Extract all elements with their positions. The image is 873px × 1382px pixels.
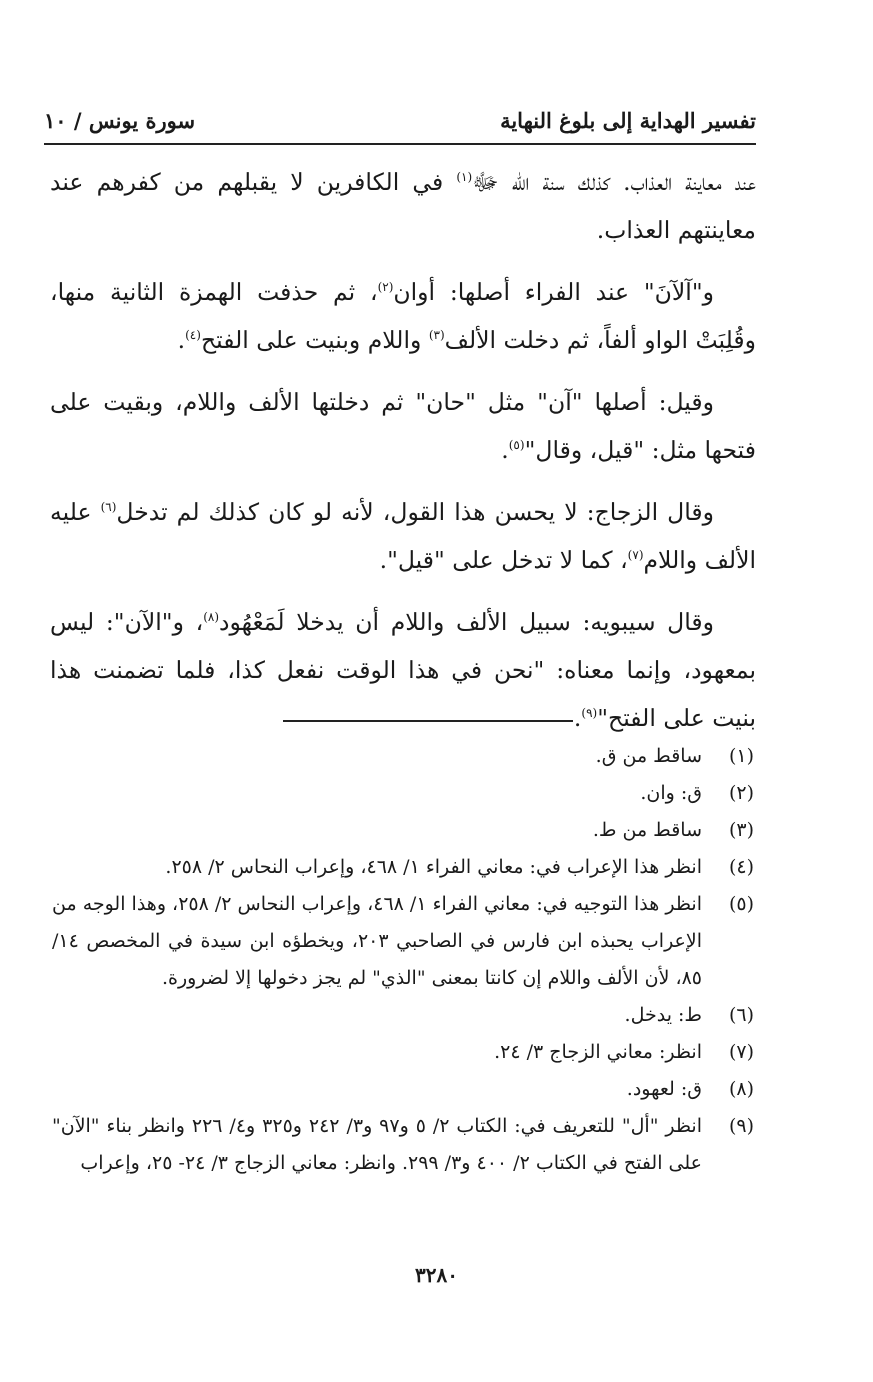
paragraph-2-text-c: واللام وبنيت على الفتح (200, 326, 429, 354)
footnote-4 (52, 849, 758, 886)
surah-reference: سورة يونس / ١٠ (44, 108, 196, 133)
footnote-ref-7[interactable]: (٧) (627, 548, 644, 562)
footnote-8 (52, 1071, 758, 1108)
footnote-6 (52, 997, 758, 1034)
footnote-3 (52, 812, 758, 849)
footnotes-divider (283, 720, 573, 722)
paragraph-2-text-b: ، ثم حذفت الهمزة الثانية منها، وقُلِبَتْ الواو ألفاً، ثم دخلت الألف (50, 278, 756, 354)
paragraph-3-text-a: وقيل: أصلها "آن" مثل "حان" ثم دخلتها الألف واللام، وبقيت على فتحها مثل: "قيل، وقال" (50, 388, 756, 464)
footnote-ref-2[interactable]: (٢) (377, 280, 394, 294)
paragraph-1-text-end: في الكافرين لا يقبلهم من كفرهم عند معاينتهم العذاب. (50, 168, 756, 244)
paragraph-3 (50, 378, 756, 474)
footnote-2 (52, 775, 758, 812)
footnote-1 (52, 738, 758, 775)
footnote-5 (52, 886, 758, 997)
paragraph-1 (50, 158, 756, 254)
paragraph-4-text-b: عليه الألف واللام (50, 498, 756, 574)
footnote-ref-3[interactable]: (٣) (428, 328, 445, 342)
footnote-text: ساقط من ق. (595, 745, 702, 767)
paragraph-4 (50, 488, 756, 584)
footnote-text: ق: لعهود. (626, 1078, 702, 1100)
footnote-number: (٢) (728, 782, 754, 804)
footnote-number: (٨) (728, 1078, 754, 1100)
footnote-number: (٧) (728, 1041, 754, 1063)
footnote-ref-1[interactable]: (١) (456, 170, 473, 184)
footnote-text: انظر هذا التوجيه في: معاني الفراء ١/ ٤٦٨، وإعراب النحاس ٢/ ٢٥٨، وهذا الوجه من الإعراب يحبذه ابن فارس في الصاحبي ٢٠٣، ويخطؤه ابن سيدة في المخصص ١٤/ ٨٥، لأن الألف واللام إن كانتا بمعنى "الذي" لم يجز دخولها إلا لضرورة. (52, 893, 702, 989)
footnote-text: انظر "أل" للتعريف في: الكتاب ٢/ ٥ و٩٧ و٣/ ٢٤٢ و٣٢٥ و٤/ ٢٢٦ وانظر بناء "الآن" على الفتح في الكتاب ٢/ ٤٠٠ و٣/ ٢٩٩. وانظر: معاني الزجاج ٣/ ٢٤- ٢٥، وإعراب (52, 1115, 702, 1174)
footnote-7 (52, 1034, 758, 1071)
footnote-ref-4[interactable]: (٤) (185, 328, 201, 342)
paragraph-4-text-a: وقال الزجاج: لا يحسن هذا القول، لأنه لو كان كذلك لم تدخل (116, 498, 715, 526)
paragraph-5-text-c: . (573, 704, 582, 732)
main-text (50, 158, 756, 756)
paragraph-5-text-a: وقال سيبويه: سبيل الألف واللام أن يدخلا لَمَعْهُود (219, 608, 714, 636)
footnote-ref-8[interactable]: (٨) (203, 610, 220, 624)
footnotes (52, 738, 758, 1182)
footnote-number: (٤) (728, 856, 754, 878)
header-divider (44, 143, 756, 145)
footnote-number: (٣) (728, 819, 754, 841)
footnote-text: ط: يدخل. (624, 1004, 702, 1026)
footnote-number: (١) (728, 745, 754, 767)
footnote-text: ساقط من ط. (592, 819, 702, 841)
paragraph-3-text-b: . (501, 436, 509, 464)
paragraph-2-text-d: . (177, 326, 186, 354)
footnote-text: انظر: معاني الزجاج ٣/ ٢٤. (494, 1041, 702, 1063)
footnote-number: (٥) (728, 893, 754, 915)
footnote-number: (٦) (728, 1004, 754, 1026)
paragraph-5-text-b: ، و"الآن": ليس بمعهود، وإنما معناه: "نحن في هذا الوقت نفعل كذا، فلما تضمنت هذا بنيت على الفتح" (50, 608, 756, 732)
footnote-ref-6[interactable]: (٦) (100, 500, 117, 514)
footnote-ref-9[interactable]: (٩) (581, 706, 598, 720)
footnote-number: (٩) (728, 1115, 754, 1137)
paragraph-2 (50, 268, 756, 364)
running-header (44, 104, 756, 144)
page-number: ٣٢٨٠ (415, 1263, 458, 1287)
footnote-ref-5[interactable]: (٥) (508, 438, 525, 452)
paragraph-2-text-a: و"آلآنَ" عند الفراء أصلها: أوان (393, 278, 714, 306)
footnote-text: ق: وان. (640, 782, 702, 804)
paragraph-4-text-c: ، كما لا تدخل على "قيل". (379, 546, 628, 574)
footnote-9 (52, 1108, 758, 1182)
book-title: تفسير الهداية إلى بلوغ النهاية (500, 108, 756, 133)
footnote-text: انظر هذا الإعراب في: معاني الفراء ١/ ٤٦٨، وإعراب النحاس ٢/ ٢٥٨. (165, 856, 702, 878)
paragraph-1-text: عند معاينة العذاب. كذلك سنة الله ﷻ (472, 168, 756, 196)
